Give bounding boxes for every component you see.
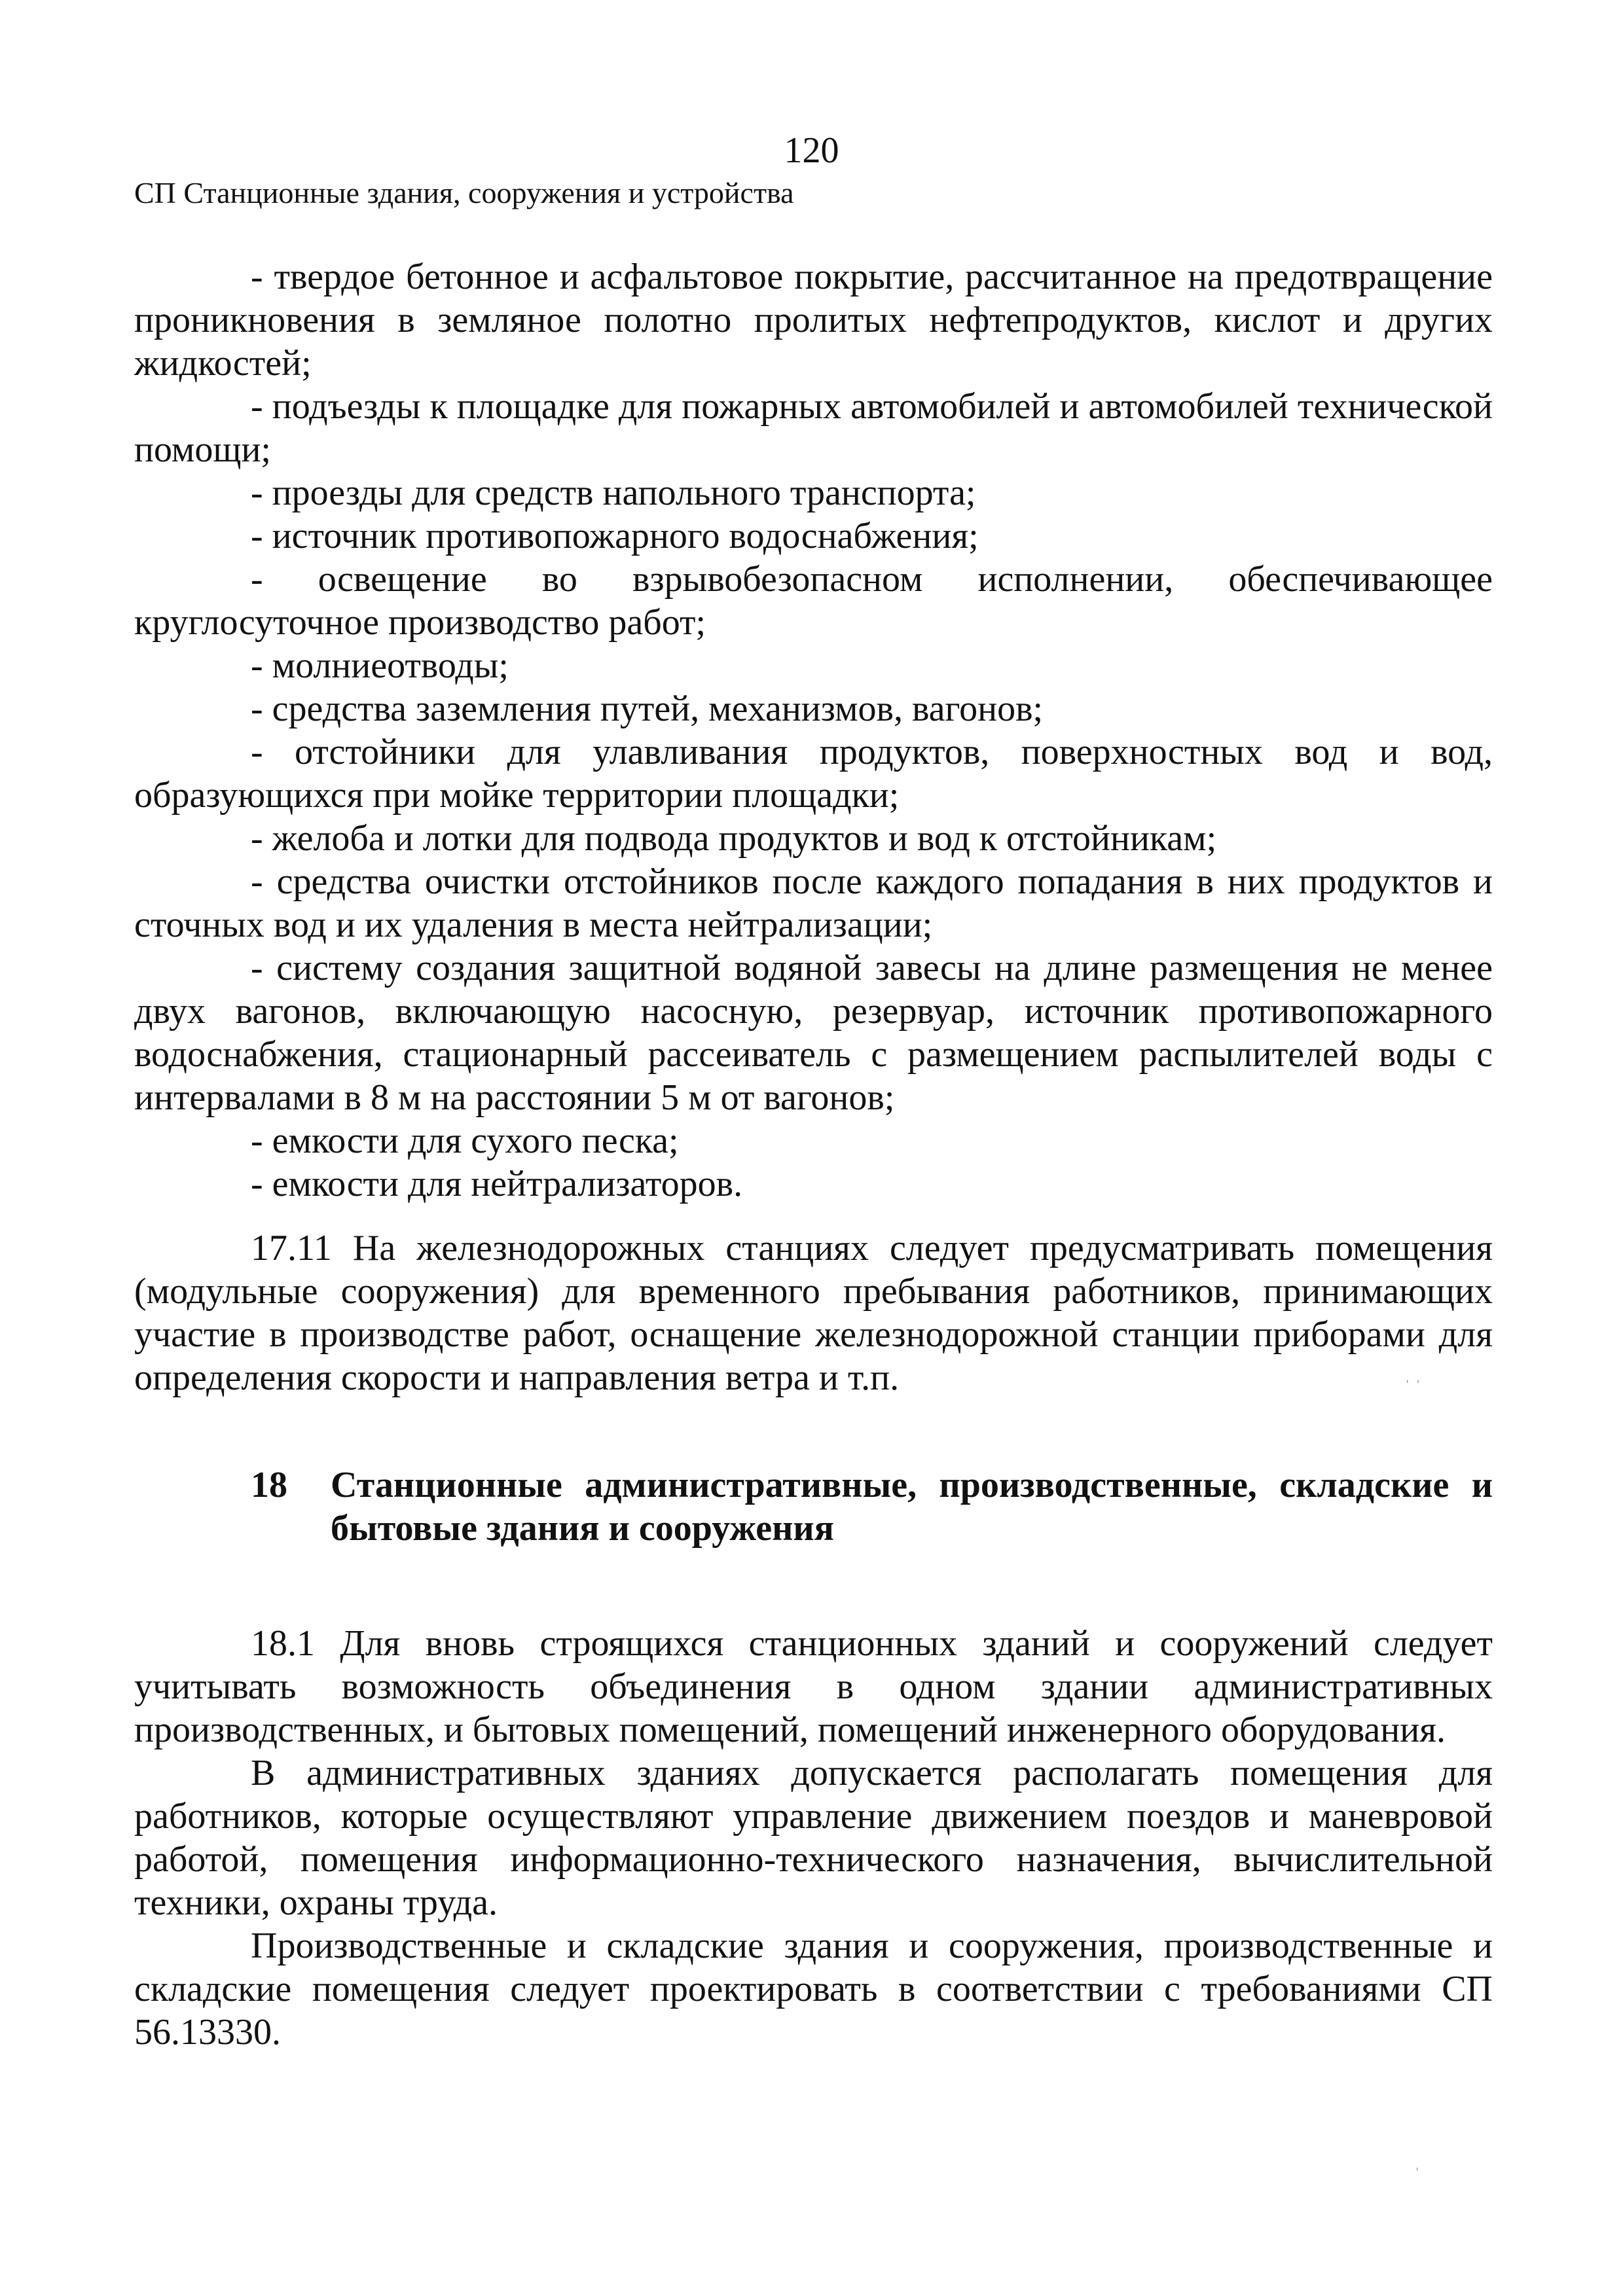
list-item: - подъезды к площадке для пожарных автомобилей и автомобилей технической помощи;	[134, 386, 1493, 470]
body-text	[134, 255, 1493, 2054]
list-item: - средства заземления путей, механизмов, вагонов;	[251, 689, 1044, 729]
list-item: - освещение во взрывобезопасном исполнении, обеспечивающее круглосуточное производство работ;	[134, 559, 1493, 643]
list-item: - систему создания защитной водяной завесы на длине размещения не менее двух вагонов, включающую насосную, резервуар, источник противопожарного водоснабжения, стационарный рассеиватель с размещением распылителей воды с интервалами в 8 м на расстоянии 5 м от вагонов;	[134, 948, 1493, 1118]
section-number: 18	[251, 1465, 287, 1505]
list-item: - молниеотводы;	[251, 645, 509, 686]
list-item: - источник противопожарного водоснабжения;	[251, 516, 979, 556]
page-number: 120	[784, 130, 839, 171]
list-item: - емкости для сухого песка;	[251, 1121, 679, 1161]
clause-18-1: 18.1 Для вновь строящихся станционных зданий и сооружений следует учитывать возможность объединения в одном здании административных производственных, и бытовых помещений, помещений инженерного оборудования.	[134, 1623, 1493, 1750]
list-item: - емкости для нейтрализаторов.	[251, 1164, 743, 1204]
list-item: - средства очистки отстойников после каждого попадания в них продуктов и сточных вод и их удаления в места нейтрализации;	[134, 861, 1493, 945]
clause-17-11: 17.11 На железнодорожных станциях следует предусматривать помещения (модульные сооружения) для временного пребывания работников, принимающих участие в производстве работ, оснащение железнодорожной станции приборами для определения скорости и направления ветра и т.п.	[134, 1228, 1493, 1398]
paragraph: В административных зданиях допускается располагать помещения для работников, которые осуществляют управление движением поездов и маневровой работой, помещения информационно-технического назначения, вычислительной техники, охраны труда.	[134, 1753, 1493, 1923]
scan-speck: ˌ ˌ	[1404, 1363, 1421, 1384]
list-item: - желоба и лотки для подвода продуктов и вод к отстойникам;	[251, 818, 1217, 859]
running-header: СП Станционные здания, сооружения и устройства	[134, 176, 794, 209]
section-title: Станционные административные, производственные, складские и бытовые здания и сооружения	[331, 1465, 1493, 1549]
section-heading	[134, 1463, 1493, 1550]
paragraph: Производственные и складские здания и сооружения, производственные и складские помещения следует проектировать в соответствии с требованиями СП 56.13330.	[134, 1926, 1493, 2053]
list-item: - отстойники для улавливания продуктов, поверхностных вод и вод, образующихся при мойке территории площадки;	[134, 732, 1493, 816]
list-item: - проезды для средств напольного транспорта;	[251, 473, 976, 513]
list-item: - твердое бетонное и асфальтовое покрытие, рассчитанное на предотвращение проникновения в земляное полотно пролитых нефтепродуктов, кислот и других жидкостей;	[134, 257, 1493, 384]
scan-speck: ˈ	[1414, 2165, 1421, 2185]
